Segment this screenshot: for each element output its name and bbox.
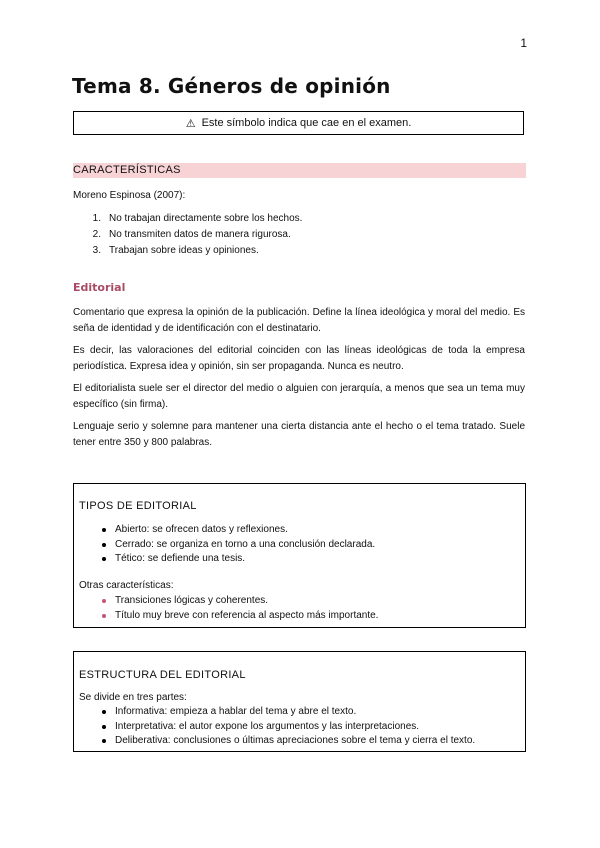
- list-item: [74, 720, 475, 735]
- source-citation: Moreno Espinosa (2007):: [73, 190, 186, 201]
- item-text: Deliberativa: conclusiones o últimas apreciaciones sobre el tema y cierra el texto.: [115, 735, 476, 746]
- list-item: [74, 552, 375, 567]
- item-text: Cerrado: se organiza en torno a una conclusión declarada.: [115, 538, 376, 550]
- item-text: No trabajan directamente sobre los hechos.: [109, 213, 303, 224]
- tipos-editorial-box: [73, 483, 526, 628]
- list-item: [74, 594, 378, 609]
- item-text: Trabajan sobre ideas y opiniones.: [109, 245, 259, 256]
- list-item: [74, 734, 475, 749]
- page-title: Tema 8. Géneros de opinión: [72, 74, 391, 98]
- list-item: [74, 523, 375, 538]
- notice-text: Este símbolo indica que cae en el examen.: [201, 117, 412, 129]
- estructura-title: ESTRUCTURA DEL EDITORIAL: [79, 669, 246, 681]
- list-item: [73, 227, 302, 243]
- estructura-intro: Se divide en tres partes:: [79, 692, 187, 703]
- estructura-editorial-box: [73, 651, 526, 752]
- item-text: Transiciones lógicas y coherentes.: [115, 595, 269, 606]
- bullet-icon: [102, 710, 106, 714]
- list-item: [73, 211, 302, 227]
- item-text: Título muy breve con referencia al aspecto más importante.: [115, 609, 379, 621]
- bullet-icon: [102, 528, 106, 532]
- list-item: [74, 538, 375, 553]
- editorial-paragraph: Lenguaje serio y solemne para mantener una cierta distancia ante el hecho o el tema tratado. Suele tener entre 350 y 800 palabras.: [73, 421, 525, 448]
- tipos-title: TIPOS DE EDITORIAL: [79, 500, 197, 512]
- item-text: Interpretativa: el autor expone los argumentos y las interpretaciones.: [115, 720, 420, 732]
- bullet-icon: [102, 543, 106, 547]
- bullet-icon: [102, 614, 106, 618]
- section-heading-caracteristicas: CARACTERÍSTICAS: [73, 163, 526, 178]
- editorial-paragraph: Comentario que expresa la opinión de la publicación. Define la línea ideológica y moral del medio. Es seña de identidad y de identificación con el destinatario.: [73, 307, 525, 334]
- item-text: No transmiten datos de manera rigurosa.: [109, 229, 291, 240]
- bullet-icon: [102, 599, 106, 603]
- page-number: 1: [520, 36, 527, 50]
- list-item: [74, 705, 475, 720]
- editorial-paragraph: Es decir, las valoraciones del editorial coinciden con las líneas ideológicas de toda la empresa periodística. Expresa idea y opinión, sin ser propaganda. Nunca es neutro.: [73, 345, 525, 372]
- warning-icon: ⚠: [185, 117, 196, 130]
- estructura-list: [74, 705, 475, 749]
- tipos-list: [74, 523, 375, 567]
- otras-list: [74, 594, 378, 623]
- item-number: 1.: [92, 213, 101, 224]
- list-item: [74, 609, 378, 624]
- otras-label: Otras características:: [79, 580, 174, 591]
- bullet-icon: [102, 725, 106, 729]
- item-text: Informativa: empieza a hablar del tema y abre el texto.: [115, 706, 357, 717]
- item-number: 2.: [92, 229, 101, 240]
- item-text: Tético: se defiende una tesis.: [115, 553, 246, 564]
- editorial-paragraph: El editorialista suele ser el director del medio o alguien con jerarquía, a menos que sea un tema muy específico (sin firma).: [73, 383, 525, 410]
- bullet-icon: [102, 739, 106, 743]
- exam-notice-box: [73, 111, 524, 135]
- list-item: [73, 243, 302, 259]
- item-text: Abierto: se ofrecen datos y reflexiones.: [115, 524, 288, 535]
- editorial-heading: Editorial: [73, 281, 126, 294]
- characteristics-list: [73, 211, 302, 259]
- item-number: 3.: [92, 245, 101, 256]
- bullet-icon: [102, 557, 106, 561]
